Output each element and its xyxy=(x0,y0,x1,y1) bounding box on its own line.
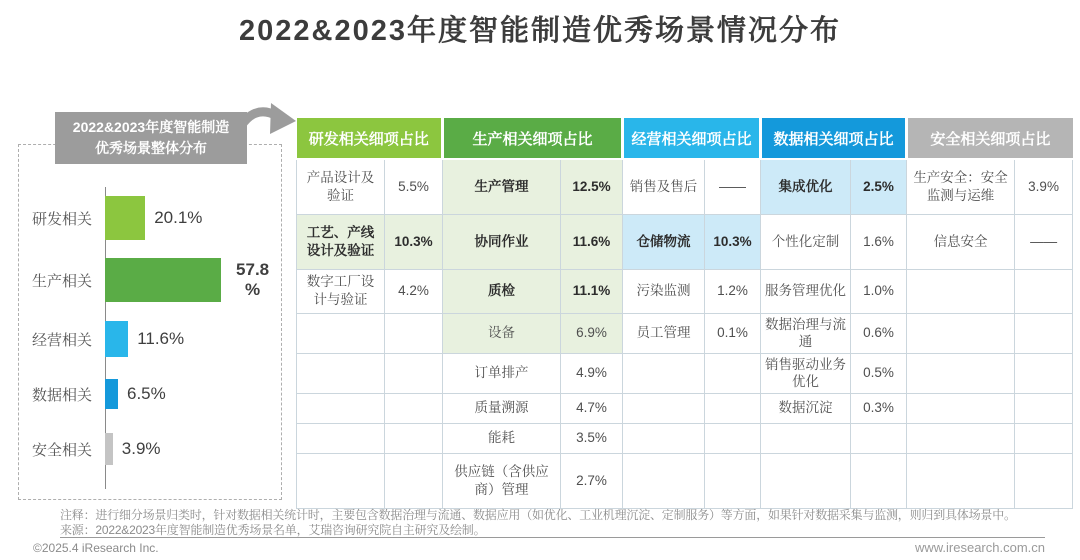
scenario-value-cell xyxy=(705,393,761,423)
scenario-value-cell: 5.5% xyxy=(385,159,443,214)
scenario-value-cell: 1.2% xyxy=(705,269,761,313)
scenario-value-cell: 11.1% xyxy=(561,269,623,313)
scenario-name-cell xyxy=(297,393,385,423)
scenario-value-cell xyxy=(1015,353,1073,393)
category-label: 安全相关 xyxy=(31,441,92,459)
scenario-value-cell xyxy=(1015,453,1073,508)
scenario-name-cell: 工艺、产线设计及验证 xyxy=(297,214,385,269)
scenario-name-cell xyxy=(623,353,705,393)
table-header-row xyxy=(297,118,1073,159)
scenario-name-cell: 污染监测 xyxy=(623,269,705,313)
scenario-name-cell xyxy=(907,453,1015,508)
scenario-value-cell xyxy=(705,353,761,393)
value-label: 20.1% xyxy=(154,208,203,227)
scenario-value-cell: 0.6% xyxy=(851,313,907,353)
website-link[interactable]: www.iresearch.com.cn xyxy=(914,540,1045,555)
column-group-header: 数据相关细项占比 xyxy=(761,118,907,159)
bar xyxy=(105,258,221,302)
scenario-name-cell: 供应链（含供应商）管理 xyxy=(443,453,561,508)
scenario-value-cell xyxy=(1015,393,1073,423)
scenario-name-cell: 协同作业 xyxy=(443,214,561,269)
scenario-name-cell xyxy=(907,353,1015,393)
scenario-value-cell: 2.5% xyxy=(851,159,907,214)
scenario-value-cell: 1.6% xyxy=(851,214,907,269)
scenario-name-cell xyxy=(907,423,1015,453)
scenario-value-cell xyxy=(705,453,761,508)
scenario-name-cell: 设备 xyxy=(443,313,561,353)
scenario-value-cell xyxy=(851,453,907,508)
value-label: 11.6% xyxy=(137,329,185,348)
scenario-value-cell: 10.3% xyxy=(385,214,443,269)
scenario-value-cell: 0.3% xyxy=(851,393,907,423)
value-label: 57.8% xyxy=(236,260,270,299)
scenario-name-cell xyxy=(297,423,385,453)
table-body xyxy=(297,159,1073,508)
table-row xyxy=(297,313,1073,353)
scenario-name-cell: 能耗 xyxy=(443,423,561,453)
scenario-value-cell: 6.9% xyxy=(561,313,623,353)
scenario-name-cell: 销售及售后 xyxy=(623,159,705,214)
column-group-header: 生产相关细项占比 xyxy=(443,118,623,159)
scenario-name-cell: 员工管理 xyxy=(623,313,705,353)
column-group-header: 研发相关细项占比 xyxy=(297,118,443,159)
chart-row xyxy=(19,311,277,367)
scenario-name-cell xyxy=(907,313,1015,353)
table-row xyxy=(297,453,1073,508)
scenario-name-cell xyxy=(297,313,385,353)
scenario-value-cell xyxy=(705,423,761,453)
scenario-value-cell xyxy=(385,313,443,353)
scenario-value-cell xyxy=(851,423,907,453)
column-group-header: 安全相关细项占比 xyxy=(907,118,1073,159)
scenario-name-cell: 产品设计及验证 xyxy=(297,159,385,214)
annotation-text: 注释：进行细分场景归类时，针对数据相关统计时，主要包含数据治理与流通、数据应用（如优化、工业机理沉淀、定制服务）等方面，如果针对数据采集与监测，则归到具体场景中。 xyxy=(60,508,1016,522)
bar xyxy=(105,433,113,465)
scenario-name-cell xyxy=(623,393,705,423)
chart-row xyxy=(19,187,277,249)
scenario-value-cell: 3.9% xyxy=(1015,159,1073,214)
scenario-name-cell xyxy=(623,453,705,508)
table-row xyxy=(297,269,1073,313)
scenario-name-cell xyxy=(907,393,1015,423)
category-label: 数据相关 xyxy=(31,386,92,404)
scenario-value-cell: —— xyxy=(1015,214,1073,269)
scenario-value-cell: 4.7% xyxy=(561,393,623,423)
chart-row xyxy=(19,367,277,421)
category-label: 研发相关 xyxy=(31,210,92,228)
scenario-value-cell: 2.7% xyxy=(561,453,623,508)
scenario-value-cell: 0.1% xyxy=(705,313,761,353)
scenario-value-cell xyxy=(385,393,443,423)
scenario-value-cell: 3.5% xyxy=(561,423,623,453)
table-row xyxy=(297,214,1073,269)
scenario-value-cell: 10.3% xyxy=(705,214,761,269)
overview-title-line1: 2022&2023年度智能制造 xyxy=(72,119,230,135)
scenario-name-cell: 生产管理 xyxy=(443,159,561,214)
scenario-name-cell: 销售驱动业务优化 xyxy=(761,353,851,393)
scenario-value-cell xyxy=(385,353,443,393)
scenario-name-cell: 信息安全 xyxy=(907,214,1015,269)
copyright-text: ©2025.4 iResearch Inc. xyxy=(33,541,159,555)
scenario-name-cell: 订单排产 xyxy=(443,353,561,393)
chart-row xyxy=(19,249,277,311)
scenario-name-cell xyxy=(761,453,851,508)
scenario-value-cell: 4.9% xyxy=(561,353,623,393)
scenario-value-cell: 4.2% xyxy=(385,269,443,313)
scenario-name-cell: 质检 xyxy=(443,269,561,313)
scenario-value-cell: 12.5% xyxy=(561,159,623,214)
scenario-value-cell: —— xyxy=(705,159,761,214)
scenario-name-cell xyxy=(761,423,851,453)
bar xyxy=(105,379,118,409)
value-label: 6.5% xyxy=(127,384,166,403)
scenario-value-cell xyxy=(1015,269,1073,313)
scenario-name-cell: 数据治理与流通 xyxy=(761,313,851,353)
scenario-name-cell: 数据沉淀 xyxy=(761,393,851,423)
scenario-name-cell: 生产安全：安全监测与运维 xyxy=(907,159,1015,214)
page-title: 2022&2023年度智能制造优秀场景情况分布 xyxy=(239,15,841,47)
bar xyxy=(105,321,128,357)
scenario-name-cell xyxy=(297,453,385,508)
chart-row xyxy=(19,421,277,477)
scenario-name-cell: 质量溯源 xyxy=(443,393,561,423)
table-row xyxy=(297,353,1073,393)
overview-chart xyxy=(19,187,277,477)
scenario-name-cell xyxy=(297,353,385,393)
scenario-name-cell: 服务管理优化 xyxy=(761,269,851,313)
scenario-value-cell xyxy=(385,453,443,508)
table-row xyxy=(297,159,1073,214)
category-label: 生产相关 xyxy=(31,272,92,290)
flow-arrow-icon xyxy=(233,100,297,148)
table-row xyxy=(297,423,1073,453)
scenario-name-cell xyxy=(907,269,1015,313)
source-text: 来源：2022&2023年度智能制造优秀场景名单，艾瑞咨询研究院自主研究及绘制。 xyxy=(60,523,486,537)
scenario-name-cell: 集成优化 xyxy=(761,159,851,214)
overview-panel xyxy=(18,144,282,500)
scenario-value-cell xyxy=(1015,313,1073,353)
overview-title-box xyxy=(55,112,247,164)
scenario-value-cell: 0.5% xyxy=(851,353,907,393)
scenario-name-cell: 数字工厂设计与验证 xyxy=(297,269,385,313)
scenario-value-cell: 1.0% xyxy=(851,269,907,313)
category-label: 经营相关 xyxy=(31,331,92,349)
overview-title-line2: 优秀场景整体分布 xyxy=(95,140,207,156)
bar xyxy=(105,196,145,240)
scenario-name-cell: 仓储物流 xyxy=(623,214,705,269)
detail-table xyxy=(296,118,1073,509)
scenario-name-cell: 个性化定制 xyxy=(761,214,851,269)
footer-divider xyxy=(60,537,1045,538)
table-row xyxy=(297,393,1073,423)
scenario-value-cell xyxy=(1015,423,1073,453)
scenario-value-cell: 11.6% xyxy=(561,214,623,269)
column-group-header: 经营相关细项占比 xyxy=(623,118,761,159)
scenario-value-cell xyxy=(385,423,443,453)
value-label: 3.9% xyxy=(121,439,161,458)
scenario-name-cell xyxy=(623,423,705,453)
